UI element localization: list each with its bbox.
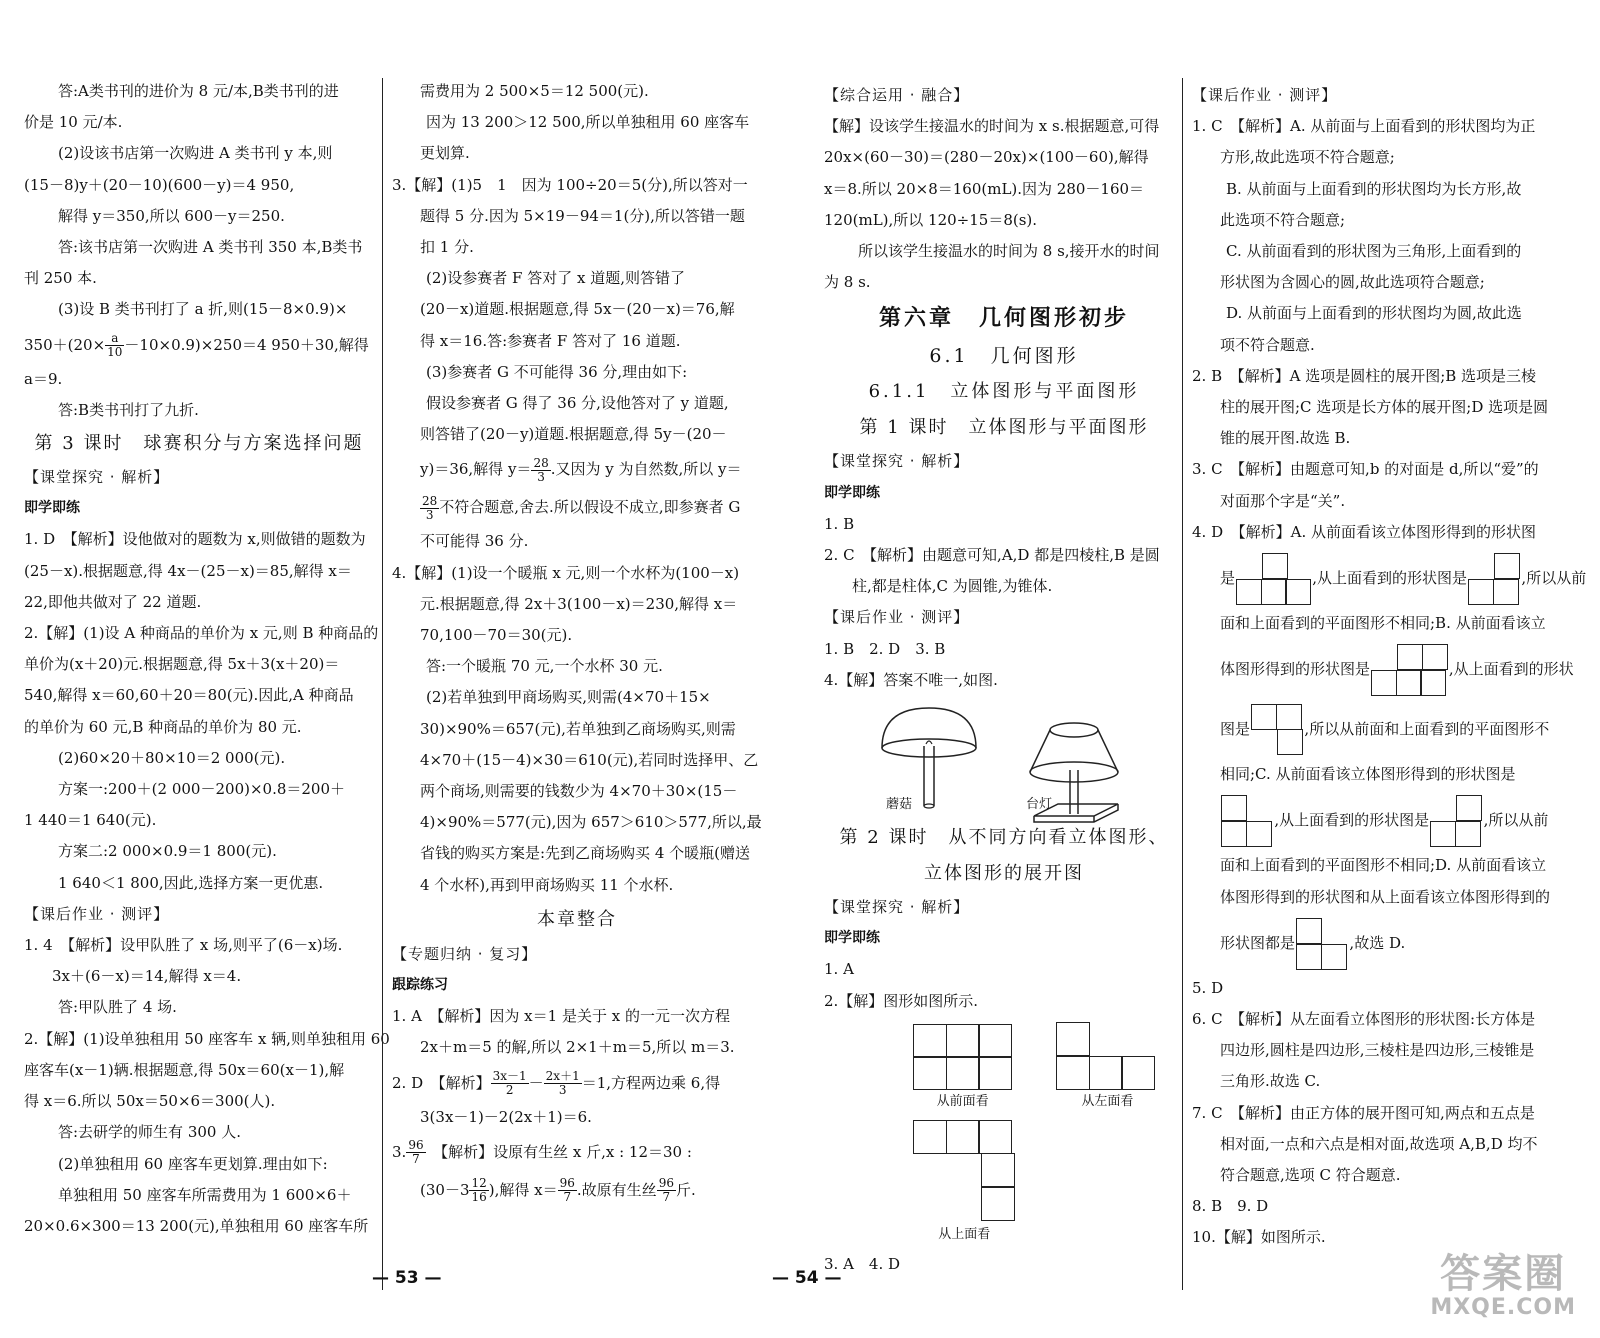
lamp-drawing: [1014, 716, 1134, 836]
text-line: 方形,故此选项不符合题意;: [1220, 148, 1395, 167]
front-view: [914, 1024, 1011, 1111]
text-fragment: (30－3: [420, 1180, 470, 1199]
text-fragment: ,故选 D.: [1349, 933, 1406, 952]
fraction: [491, 1070, 529, 1097]
text-line: (2)设参赛者 F 答对了 x 道题,则答错了: [426, 269, 685, 288]
lesson-heading: 第 2 课时 从不同方向看立体图形、: [839, 827, 1169, 849]
text-line: 4 个水杯),再到甲商场购买 11 个水杯.: [420, 875, 674, 894]
text-line: 4)×90%＝577(元),因为 657＞610＞577,所以,最: [420, 813, 762, 832]
text-fragment: ),解得 x＝: [488, 1180, 558, 1199]
text-line: 柱的展开图;C 选项是长方体的展开图;D 选项是圆: [1220, 398, 1549, 417]
text-fragment: 是: [1220, 569, 1236, 588]
site-watermark: [1430, 1252, 1576, 1320]
text-fragment: .又因为 y 为自然数,所以 y＝: [550, 460, 742, 479]
text-line: 因为 13 200＞12 500,所以单独租用 60 座客车: [426, 113, 750, 132]
watermark-logo-text: 答案圈: [1440, 1251, 1567, 1297]
fraction-numerator: 28: [533, 455, 549, 470]
text-fragment: .故原有生丝: [576, 1180, 657, 1199]
text-line: 则答错了(20－y)道题.根据题意,得 5y－(20－: [420, 425, 727, 444]
subsection-heading: 6.1.1 立体图形与平面图形: [868, 381, 1140, 403]
text-line: 答:B类书刊打了九折.: [58, 400, 199, 419]
text-line: 1. A 【解析】因为 x＝1 是关于 x 的一元一次方程: [392, 1007, 730, 1026]
left-view-label: 从左面看: [1081, 1094, 1134, 1110]
text-line: 刊 250 本.: [24, 269, 97, 288]
text-line: (25－x).根据题意,得 4x－(25－x)＝85,解得 x＝: [24, 561, 352, 580]
text-line-fraction: [392, 450, 762, 488]
chapter-summary-heading: 本章整合: [537, 908, 617, 930]
fraction-denominator: 2: [505, 1083, 514, 1098]
text-fragment: ＝1,方程两边乘 6,得: [581, 1073, 721, 1092]
fraction: [531, 457, 550, 484]
solid-figures: [824, 696, 1184, 820]
fraction-numerator: 3x－1: [492, 1069, 527, 1084]
text-line: 形状图为含圆心的圆,故此选项符合题意;: [1220, 273, 1485, 292]
text-line: 20x×(60－30)＝(280－20x)×(100－60),解得: [824, 148, 1149, 167]
text-line: D. 从前面与上面看到的形状图均为圆,故此选: [1226, 304, 1522, 323]
fraction-numerator: a: [105, 332, 124, 346]
text-line: 20×0.6×300＝13 200(元),单独租用 60 座客车所: [24, 1216, 369, 1235]
text-line: 【解】设该学生接温水的时间为 x s.根据题意,可得: [824, 117, 1160, 136]
text-line: (15－8)y＋(20－10)(600－y)＝4 950,: [24, 175, 295, 194]
left-page-column-2: [392, 76, 762, 1209]
right-page: [772, 0, 1600, 1338]
text-line-with-shapes: [1192, 913, 1562, 973]
page-number: — 53 —: [372, 1268, 442, 1288]
shape-step-grid: [1372, 645, 1447, 695]
text-line: 题得 5 分.因为 5×19－94＝1(分),所以答错一题: [420, 206, 745, 225]
text-line: 面和上面看到的平面图形不相同;B. 从前面看该立: [1220, 614, 1546, 633]
text-line: 3x＋(6－x)＝14,解得 x＝4.: [52, 967, 242, 986]
text-line: 此选项不符合题意;: [1220, 210, 1346, 229]
text-line: 得 x＝6.所以 50x＝50×6＝300(人).: [24, 1092, 276, 1111]
text-line: 4. D 【解析】A. 从前面看该立体图形得到的形状图: [1192, 522, 1536, 541]
subsection-label: 即学即练: [824, 930, 880, 947]
shape-square-grid: [1222, 796, 1272, 846]
text-line: 2.【解】图形如图所示.: [824, 991, 979, 1010]
text-line: 4.【解】答案不唯一,如图.: [824, 670, 998, 689]
text-line-with-shapes: [1192, 790, 1562, 850]
text-fragment: ,从上面看到的形状: [1448, 660, 1574, 679]
left-page-column-1: [24, 76, 390, 1242]
text-line: 7. C 【解析】由正方体的展开图可知,两点和五点是: [1192, 1103, 1535, 1122]
text-fragment: 3.: [392, 1142, 407, 1161]
fraction-denominator: 3: [558, 1083, 567, 1098]
section-label: 【课后作业 · 测评】: [824, 608, 970, 627]
text-line: (2)若单独到甲商场购买,则需(4×70＋15×: [426, 688, 711, 707]
text-line: (20－x)道题.根据题意,得 5x－(20－x)＝76,解: [420, 300, 735, 319]
text-line-fraction: [392, 1171, 762, 1209]
text-line-fraction: [392, 488, 762, 526]
right-page-column-1: [824, 80, 1184, 1280]
three-views-figure: [824, 1017, 1184, 1249]
top-view-label: 从上面看: [938, 1226, 991, 1242]
text-line: 70,100－70＝30(元).: [420, 626, 573, 645]
text-fragment: 350＋(20×: [24, 335, 106, 354]
text-line: 540,解得 x＝60,60＋20＝80(元).因此,A 种商品: [24, 686, 354, 705]
subsection-label: 即学即练: [24, 500, 80, 517]
text-fragment: 【解析】设原有生丝 x 斤,x : 12＝30 :: [425, 1142, 692, 1161]
text-line: 方案二:2 000×0.9＝1 800(元).: [58, 842, 277, 861]
text-line: 单独租用 50 座客车所需费用为 1 600×6＋: [58, 1185, 352, 1204]
text-line: 22,即他共做对了 22 道题.: [24, 592, 202, 611]
text-fragment: 图是: [1220, 720, 1251, 739]
text-line: 相对面,一点和六点是相对面,故选项 A,B,D 均不: [1220, 1134, 1538, 1153]
text-line: 30)×90%＝657(元),若单独到乙商场购买,则需: [420, 719, 736, 738]
text-line: 2. B 【解析】A 选项是圆柱的展开图;B 选项是三棱: [1192, 366, 1537, 385]
text-line: 所以该学生接温水的时间为 8 s,接开水的时间: [858, 242, 1160, 261]
fraction: [558, 1177, 577, 1204]
text-line-with-shapes: [1192, 639, 1574, 699]
page-number: — 54 —: [772, 1268, 842, 1288]
text-line: 对面那个字是“关”.: [1220, 491, 1346, 510]
text-line: 需费用为 2 500×5＝12 500(元).: [420, 82, 649, 100]
text-line: C. 从前面看到的形状图为三角形,上面看到的: [1226, 242, 1522, 261]
text-line: 3. C 【解析】由题意可知,b 的对面是 d,所以“爱”的: [1192, 460, 1539, 479]
fraction: [657, 1177, 676, 1204]
fraction-denominator: 7: [412, 1152, 420, 1167]
text-line: 1. C 【解析】A. 从前面与上面看到的形状图均为正: [1192, 117, 1536, 136]
text-line: (2)单独租用 60 座客车更划算.理由如下:: [58, 1154, 328, 1173]
text-line: 3.【解】(1)5 1 因为 100÷20＝5(分),所以答对一: [392, 175, 748, 194]
text-line: B. 从前面与上面看到的形状图均为长方形,故: [1226, 179, 1522, 198]
text-line: 符合题意,选项 C 符合题意.: [1220, 1166, 1401, 1185]
text-line: 120(mL),所以 120÷15＝8(s).: [824, 210, 1038, 229]
text-line: 为 8 s.: [824, 273, 871, 292]
text-line: 单价为(x＋20)元.根据题意,得 5x＋3(x＋20)＝: [24, 655, 340, 674]
fraction-denominator: 10: [107, 345, 123, 360]
lamp-figure: [1014, 716, 1134, 814]
right-page-column-2: [1192, 80, 1587, 1254]
text-line-with-shapes: [1192, 699, 1562, 759]
text-fragment: 斤.: [675, 1180, 696, 1199]
text-line: (2)60×20＋80×10＝2 000(元).: [58, 748, 286, 767]
text-line: 体图形得到的形状图和从上面看该立体图形得到的: [1220, 887, 1551, 906]
text-line: 4×70＋(15－4)×30＝610(元),若同时选择甲、乙: [420, 750, 759, 769]
shape-1-1-3-grid: [1237, 554, 1310, 604]
text-fragment: 2. D 【解析】: [392, 1073, 491, 1092]
fraction-denominator: 7: [662, 1190, 671, 1205]
chapter-heading: 第六章 几何图形初步: [878, 305, 1129, 332]
text-line: 面和上面看到的平面图形不相同;D. 从前面看该立: [1220, 856, 1547, 875]
text-line: 5. D: [1192, 978, 1224, 997]
text-line: 3(3x－1)－2(2x＋1)＝6.: [420, 1107, 592, 1126]
text-line: 1 640＜1 800,因此,选择方案一更优惠.: [58, 873, 324, 892]
text-line: (3)参赛者 G 不可能得 36 分,理由如下:: [426, 362, 688, 381]
text-line: 6. C 【解析】从左面看立体图形的形状图:长方体是: [1192, 1010, 1536, 1029]
shape-final-grid: [1297, 919, 1347, 969]
text-line: 相同;C. 从前面看该立体图形得到的形状图是: [1220, 765, 1516, 784]
text-line: 答:甲队胜了 4 场.: [58, 998, 177, 1017]
text-line: 1. B: [824, 514, 855, 533]
section-label: 【课堂探究 · 解析】: [824, 898, 970, 917]
text-line: 元.根据题意,得 2x＋3(100－x)＝230,解得 x＝: [420, 594, 738, 613]
fraction-denominator: 3: [537, 469, 545, 484]
fraction-numerator: 96: [408, 1138, 424, 1153]
text-line: 3. A 4. D: [824, 1254, 901, 1273]
text-line: 假设参赛者 G 得了 36 分,设他答对了 y 道题,: [426, 394, 729, 413]
fraction-denominator: 16: [471, 1190, 487, 1205]
text-line: 的单价为 60 元,B 种商品的单价为 80 元.: [24, 717, 302, 736]
fraction-numerator: 96: [658, 1176, 674, 1191]
text-line: 4.【解】(1)设一个暖瓶 x 元,则一个水杯为(100－x): [392, 563, 740, 582]
text-line: 1. D 【解析】设他做对的题数为 x,则做错的题数为: [24, 530, 366, 549]
text-line: 2.【解】(1)设 A 种商品的单价为 x 元,则 B 种商品的: [24, 624, 379, 643]
text-fragment: ,所以从前面和上面看到的平面图形不: [1304, 720, 1550, 739]
text-line: 两个商场,则需要的钱数少为 4×70＋30×(15－: [420, 782, 738, 801]
text-fragment: 形状图都是: [1220, 933, 1296, 952]
text-line: 答:一个暖瓶 70 元,一个水杯 30 元.: [426, 657, 663, 676]
fraction-numerator: 28: [422, 493, 438, 508]
text-fragment: ,从上面看到的形状图是: [1274, 811, 1430, 830]
section-label: 【课后作业 · 测评】: [24, 904, 170, 923]
text-line-fraction: [392, 1133, 762, 1171]
fraction: [544, 1070, 582, 1097]
text-fragment: ,所以从前: [1483, 811, 1549, 830]
fraction: [406, 1139, 425, 1166]
text-line: 2.【解】(1)设单独租用 50 座客车 x 辆,则单独租用 60: [24, 1029, 390, 1048]
shape-corner-grid: [1431, 796, 1481, 846]
text-line: 解得 y＝350,所以 600－y＝250.: [58, 206, 285, 225]
section-heading: 6.1 几何图形: [929, 345, 1079, 368]
text-line-with-shapes: [1192, 548, 1587, 608]
text-fragment: －10×0.9)×250＝4 950＋30,解得: [124, 335, 369, 354]
text-line: 1. 4 【解析】设甲队胜了 x 场,则平了(6－x)场.: [24, 936, 343, 955]
text-fragment: 体图形得到的形状图是: [1220, 660, 1371, 679]
text-fragment: y)＝36,解得 y＝: [420, 460, 532, 479]
text-fragment: ,从上面看到的形状图是: [1312, 569, 1468, 588]
text-fragment: ,所以从前: [1521, 569, 1587, 588]
lesson-heading-continued: 立体图形的展开图: [924, 863, 1084, 885]
text-line-fraction: [392, 1064, 762, 1102]
text-line: 答:该书店第一次购进 A 类书刊 350 本,B类书: [58, 238, 363, 257]
fraction-numerator: 96: [559, 1176, 575, 1191]
left-view: [1057, 1023, 1157, 1111]
text-line: 更划算.: [420, 144, 470, 163]
column-divider: [382, 78, 383, 1290]
text-fragment: －: [528, 1073, 544, 1092]
text-line: 价是 10 元/本.: [24, 113, 123, 132]
lesson-heading: 第 1 课时 立体图形与平面图形: [859, 417, 1149, 439]
text-line: 不可能得 36 分.: [420, 532, 529, 551]
fraction: [105, 332, 124, 359]
watermark-url: MXQE.COM: [1430, 1295, 1576, 1320]
text-line: 座客车(x－1)辆.根据题意,得 50x＝60(x－1),解: [24, 1060, 345, 1079]
column-divider: [1182, 78, 1183, 1290]
text-line: 锥的展开图.故选 B.: [1220, 429, 1351, 448]
subsection-label: 跟踪练习: [392, 977, 448, 994]
shape-t-grid: [1469, 554, 1519, 604]
text-line: 1. A: [824, 960, 854, 979]
lamp-label: 台灯: [1025, 797, 1052, 813]
subsection-label: 即学即练: [824, 484, 880, 501]
text-line: (2)设该书店第一次购进 A 类书刊 y 本,则: [58, 144, 333, 163]
text-line: 三角形.故选 C.: [1220, 1072, 1321, 1091]
lesson-heading: 第 3 课时 球赛积分与方案选择问题: [34, 433, 364, 455]
text-line: 1 440＝1 640(元).: [24, 811, 157, 830]
fraction-numerator: 12: [471, 1176, 487, 1191]
text-line: 答:去研学的师生有 300 人.: [58, 1123, 241, 1142]
section-label: 【课堂探究 · 解析】: [824, 452, 970, 471]
fraction-numerator: 2x＋1: [545, 1069, 580, 1084]
text-line: 扣 1 分.: [420, 238, 474, 257]
fraction-denominator: 3: [425, 507, 434, 522]
text-line: 2x＋m＝5 的解,所以 2×1＋m＝5,所以 m＝3.: [420, 1038, 735, 1057]
text-line: (3)设 B 类书刊打了 a 折,则(15－8×0.9)×: [58, 300, 348, 319]
text-fragment: 不符合题意,舍去.所以假设不成立,即参赛者 G: [439, 498, 741, 517]
text-line: 8. B 9. D: [1192, 1197, 1269, 1216]
section-label: 【专题归纳 · 复习】: [392, 944, 538, 963]
text-line: 答:A类书刊的进价为 8 元/本,B类书刊的进: [58, 82, 339, 100]
text-line: x＝8.所以 20×8＝160(mL).因为 280－160＝: [824, 179, 1145, 198]
section-label: 【综合运用 · 融合】: [824, 86, 970, 104]
fraction: [469, 1177, 488, 1204]
text-line: 方案一:200＋(2 000－200)×0.8＝200＋: [58, 780, 346, 799]
text-line: 四边形,圆柱是四边形,三棱柱是四边形,三棱锥是: [1220, 1041, 1535, 1060]
text-line: 1. B 2. D 3. B: [824, 639, 946, 658]
text-line: a＝9.: [24, 369, 63, 388]
shape-l-grid: [1252, 705, 1302, 755]
text-line: 省钱的购买方案是:先到乙商场购买 4 个暖瓶(赠送: [420, 844, 750, 863]
mushroom-label: 蘑菇: [885, 797, 912, 813]
section-label: 【课堂探究 · 解析】: [24, 468, 170, 487]
front-view-label: 从前面看: [936, 1094, 989, 1110]
text-line: 得 x＝16.答:参赛者 F 答对了 16 道题.: [420, 331, 681, 350]
text-line: 10.【解】如图所示.: [1192, 1228, 1326, 1247]
text-line: 柱,都是柱体,C 为圆锥,为锥体.: [852, 577, 1053, 596]
top-view: [914, 1121, 1014, 1243]
text-line-fraction: [24, 326, 374, 364]
section-label: 【课后作业 · 测评】: [1192, 86, 1338, 104]
text-line: 2. C 【解析】由题意可知,A,D 都是四棱柱,B 是圆: [824, 546, 1160, 565]
fraction-denominator: 7: [563, 1190, 572, 1205]
text-line: 项不符合题意.: [1220, 335, 1315, 354]
fraction: [420, 495, 439, 522]
